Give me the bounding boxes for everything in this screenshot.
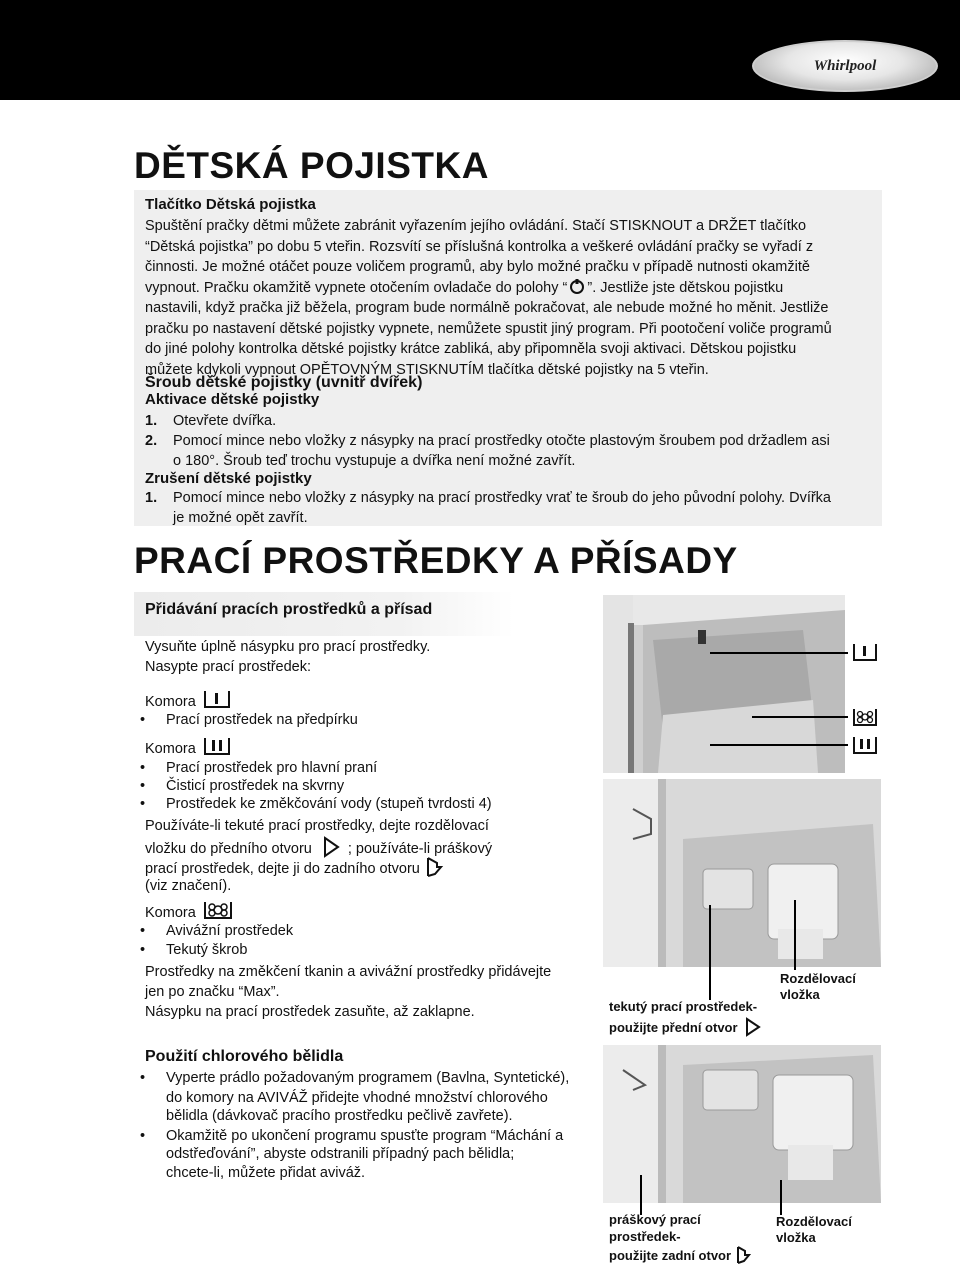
pointer-line [752, 716, 848, 718]
adding-heading: Přidávání pracích prostředků a přísad [145, 601, 433, 618]
step-number: 1. [145, 413, 158, 429]
caption-line: Rozdělovací [780, 971, 856, 986]
list-item: • Vyperte prádlo požadovaným programem (Bavlna, Syntetické), [166, 1068, 569, 1089]
list-item-cont: chcete-li, můžete přidat aviváž. [166, 1165, 366, 1181]
liquid-text: ; používáte-li práškový [347, 841, 493, 857]
pointer-line [640, 1175, 642, 1215]
pointer-line [709, 905, 711, 1000]
caption-line: Rozdělovací [776, 1214, 852, 1229]
front-opening-icon [320, 836, 344, 858]
off-position-icon [568, 279, 586, 295]
caption-line: tekutý prací prostředek- [609, 999, 758, 1014]
paragraph-line: do jiné polohy kontrolka dětské pojistky krátce zabliká, aby připomněla svoji aktivaci. Dětskou pojistku [145, 341, 797, 357]
prewash-chamber-icon [852, 642, 878, 662]
paragraph-line: pračku po nastavení dětské pojistky vypnete, nemůžete spustit jiný program. Při pootočení voliče programů [145, 320, 832, 337]
screw-heading: Šroub dětské pojistky (uvnitř dvířek) [145, 374, 423, 391]
list-item: • Prostředek ke změkčování vody (stupeň tvrdosti 4) [166, 794, 492, 815]
softener-line: jen po značku “Max”. [145, 984, 280, 1000]
chamber-label: Komora [145, 694, 196, 710]
main-wash-chamber-icon [852, 735, 878, 755]
button-heading: Tlačítko Dětská pojistka [145, 196, 316, 213]
drawer-photo-2 [603, 779, 881, 967]
step-text: je možné opět zavřít. [173, 510, 308, 526]
list-item: • Čisticí prostředek na skvrny [166, 776, 344, 797]
activation-heading: Aktivace dětské pojistky [145, 391, 320, 408]
list-item: • Prací prostředek na předpírku [166, 710, 358, 731]
paragraph-line [145, 278, 783, 299]
list-item-cont: odstřeďování”, abyste odstranili případný pach bělidla; [166, 1146, 515, 1162]
caption-line [609, 1245, 751, 1265]
pointer-line [710, 744, 848, 746]
cancel-heading: Zrušení dětské pojistky [145, 470, 312, 487]
paragraph-line: Spuštění pračky dětmi můžete zabránit vyřazením jejího ovládání. Stačí STISKNOUT a DRŽET tlačítko [145, 218, 807, 234]
rear-opening-icon [424, 856, 446, 878]
list-item: • Tekutý škrob [166, 940, 247, 961]
chamber-label: Komora [145, 741, 196, 757]
paragraph-text: vypnout. Pračku okamžitě vypnete otočením ovladače do polohy “ [145, 279, 568, 296]
liquid-line: Používáte-li tekuté prací prostředky, dejte rozdělovací [145, 818, 489, 834]
chamber-label: Komora [145, 905, 196, 921]
liquid-text: prací prostředek, dejte ji do zadního otvoru [145, 861, 420, 877]
caption-text: použijte přední otvor [609, 1020, 738, 1035]
liquid-line: (viz značení). [145, 878, 232, 894]
caption-line: prostředek- [609, 1229, 681, 1244]
pointer-line [794, 900, 796, 970]
intro-line: Nasypte prací prostředek: [145, 659, 312, 675]
softener-chamber-icon [852, 707, 878, 727]
pointer-line [710, 652, 848, 654]
caption-line: vložka [780, 987, 820, 1002]
prewash-chamber-icon [202, 688, 232, 710]
step-number: 2. [145, 433, 158, 449]
step-text: Otevřete dvířka. [173, 413, 277, 429]
caption-line: práškový prací [609, 1212, 701, 1227]
drawer-photo-1 [603, 595, 845, 773]
paragraph-line: “Dětská pojistka” po dobu 5 vteřin. Rozsvítí se příslušná kontrolka a veškeré ovládání pračky se vyřadí z [145, 238, 814, 255]
front-opening-icon [744, 1017, 762, 1037]
intro-line: Vysuňte úplně násypku pro prací prostředky. [145, 639, 431, 655]
paragraph-line: můžete kdykoli vypnout OPĚTOVNÝM STISKNUTÍM tlačítka dětské pojistky na 5 vteřin. [145, 361, 709, 378]
paragraph-text: ”. Jestliže jste dětskou pojistku [587, 279, 784, 296]
list-item-cont: bělidla (dávkovač pracího prostředku pečlivě zavřete). [166, 1108, 513, 1124]
list-item: • Avivážní prostředek [166, 921, 293, 942]
step-text: Pomocí mince nebo vložky z násypky na prací prostředky otočte plastovým šroubem pod držadlem asi [173, 433, 830, 449]
brand-logo [752, 40, 938, 92]
main-wash-chamber-icon [202, 735, 232, 757]
rear-opening-icon [735, 1245, 751, 1265]
drawer-photo-3 [603, 1045, 881, 1203]
section-title-detergents: PRACÍ PROSTŘEDKY A PŘÍSADY [134, 540, 738, 581]
header-bar [0, 0, 960, 100]
paragraph-line: nastavili, když pračka již běžela, program bude normálně pokračovat, ale nebude možné ho měnit. Jestliže [145, 300, 829, 316]
section-title-child-lock: DĚTSKÁ POJISTKA [134, 145, 489, 186]
softener-line: Násypku na prací prostředek zasuňte, až zaklapne. [145, 1004, 475, 1020]
paragraph-line: činnosti. Je možné otáčet pouze voličem programů, aby bylo možné pračku v případě nutnosti okamžitě [145, 259, 810, 275]
list-item-cont: do komory na AVIVÁŽ přidejte vhodné množství chlorového [166, 1090, 548, 1106]
step-text: o 180°. Šroub teď trochu vystupuje a dvířka není možné zavřít. [173, 453, 576, 469]
caption-line [609, 1017, 762, 1037]
softener-chamber-icon [202, 899, 234, 921]
step-text: Pomocí mince nebo vložky z násypky na prací prostředky vrať te šroub do jeho původní polohy. Dvířka [173, 490, 831, 506]
caption-line: vložka [776, 1230, 816, 1245]
bleach-heading: Použití chlorového bělidla [145, 1048, 344, 1065]
liquid-text: vložku do předního otvoru [145, 841, 312, 857]
list-item: • Okamžitě po ukončení programu spusťte program “Máchání a [166, 1126, 563, 1147]
caption-text: použijte zadní otvor [609, 1248, 732, 1263]
pointer-line [780, 1180, 782, 1215]
softener-line: Prostředky na změkčení tkanin a avivážní prostředky přidávejte [145, 964, 552, 980]
list-item: • Prací prostředek pro hlavní praní [166, 758, 377, 779]
step-number: 1. [145, 490, 158, 506]
brand-name: Whirlpool [813, 57, 877, 74]
